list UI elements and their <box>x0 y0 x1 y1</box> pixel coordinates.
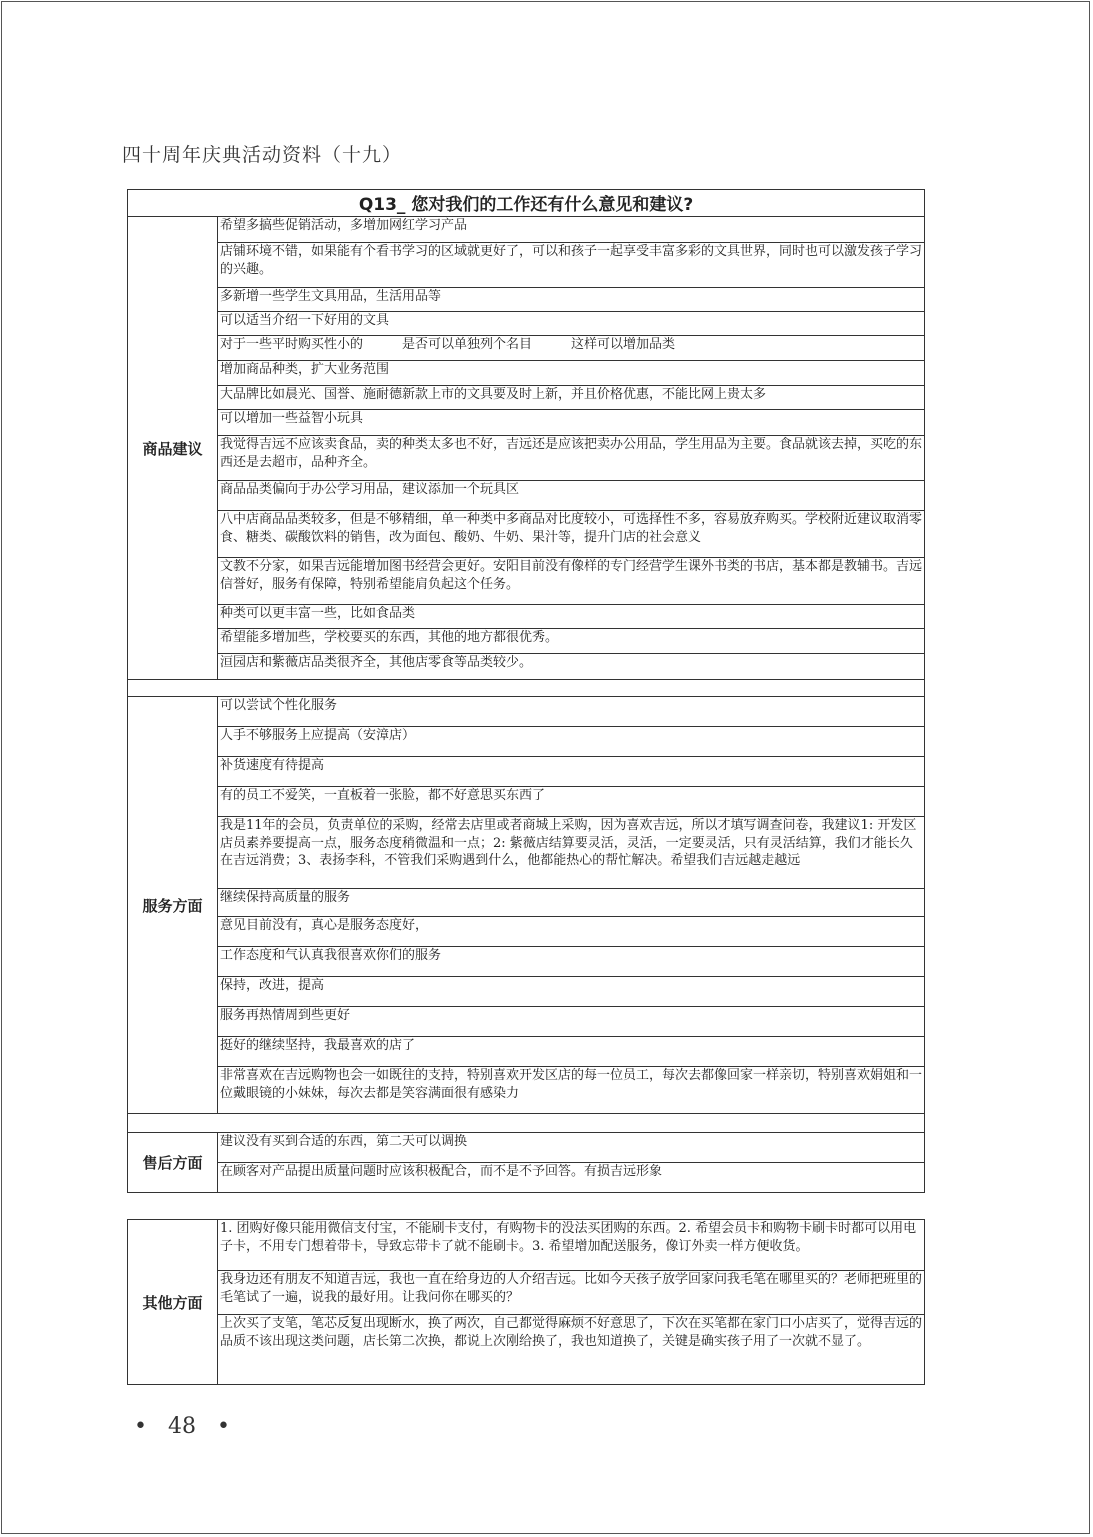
response-cell: 可以增加一些益智小玩具 <box>218 410 925 436</box>
table-row <box>128 977 925 1007</box>
table-row <box>128 361 925 386</box>
page-header: 四十周年庆典活动资料（十九） <box>122 144 403 166</box>
response-cell: 1. 团购好像只能用微信支付宝，不能刷卡支付，有购物卡的没法买团购的东西。2. 希望会员卡和购物卡刷卡时都可以用电子卡，不用专门想着带卡，导致忘带卡了就不能刷卡。3. 希望增加配送服务，像订外卖一样方便收货。 <box>218 1220 925 1271</box>
table-row <box>128 410 925 436</box>
table-row <box>128 336 925 361</box>
page-number: • 48 • <box>134 1414 230 1439</box>
table-row <box>128 1133 925 1163</box>
table-row <box>128 629 925 654</box>
response-cell: 上次买了支笔，笔芯反复出现断水，换了两次，自己都觉得麻烦不好意思了，下次在买笔都在家门口小店买了，觉得吉远的品质不该出现这类问题，店长第二次换，都说上次刚给换了，我也知道换了，关键是确实孩子用了一次就不显了。 <box>218 1315 925 1385</box>
response-cell: 文教不分家，如果吉远能增加图书经营会更好。安阳目前没有像样的专门经营学生课外书类的书店，基本都是教辅书。吉远信誉好，服务有保障，特别希望能肩负起这个任务。 <box>218 558 925 605</box>
table-row <box>128 1271 925 1315</box>
spacer-row <box>128 1114 925 1133</box>
table-row <box>128 917 925 947</box>
response-cell: 保持，改进，提高 <box>218 977 925 1007</box>
table-row <box>128 1067 925 1114</box>
table-row <box>128 217 925 243</box>
response-cell: 我觉得吉远不应该卖食品，卖的种类太多也不好，吉远还是应该把卖办公用品，学生用品为主要。食品就该去掉，买吃的东西还是去超市，品种齐全。 <box>218 436 925 481</box>
response-cell: 可以尝试个性化服务 <box>218 697 925 727</box>
category-aftersales-label: 售后方面 <box>128 1133 218 1193</box>
response-cell: 希望能多增加些，学校要买的东西，其他的地方都很优秀。 <box>218 629 925 654</box>
response-cell: 大品牌比如晨光、国誉、施耐德新款上市的文具要及时上新，并且价格优惠，不能比网上贵太多 <box>218 386 925 410</box>
spacer-cell <box>128 680 925 697</box>
table-row <box>128 757 925 787</box>
response-cell: 多新增一些学生文具用品，生活用品等 <box>218 288 925 312</box>
response-cell: 希望多搞些促销活动，多增加网红学习产品 <box>218 217 925 243</box>
table-row <box>128 697 925 727</box>
table-row <box>128 436 925 481</box>
response-cell: 补货速度有待提高 <box>218 757 925 787</box>
category-other-label: 其他方面 <box>128 1220 218 1385</box>
table-row <box>128 817 925 889</box>
response-cell: 对于一些平时购买性小的 是否可以单独列个名目 这样可以增加品类 <box>218 336 925 361</box>
table-row <box>128 1315 925 1385</box>
response-cell: 店铺环境不错，如果能有个看书学习的区域就更好了，可以和孩子一起享受丰富多彩的文具世界，同时也可以激发孩子学习的兴趣。 <box>218 243 925 288</box>
table-row <box>128 288 925 312</box>
table-row <box>128 481 925 511</box>
survey-table-main <box>127 189 925 1193</box>
response-cell: 有的员工不爱笑，一直板着一张脸，都不好意思买东西了 <box>218 787 925 817</box>
table-row <box>128 511 925 558</box>
response-cell: 人手不够服务上应提高（安漳店） <box>218 727 925 757</box>
response-cell: 八中店商品品类较多，但是不够精细，单一种类中多商品对比度较小，可选择性不多，容易放弃购买。学校附近建议取消零食、糖类、碳酸饮料的销售，改为面包、酸奶、牛奶、果汁等，提升门店的社会意义 <box>218 511 925 558</box>
response-cell: 种类可以更丰富一些，比如食品类 <box>218 605 925 629</box>
response-cell: 在顾客对产品提出质量问题时应该积极配合，而不是不予回答。有损吉远形象 <box>218 1163 925 1193</box>
response-cell: 洹园店和紫薇店品类很齐全，其他店零食等品类较少。 <box>218 654 925 680</box>
response-cell: 挺好的继续坚持，我最喜欢的店了 <box>218 1037 925 1067</box>
response-cell: 非常喜欢在吉远购物也会一如既往的支持，特别喜欢开发区店的每一位员工，每次去都像回家一样亲切，特别喜欢娟姐和一位戴眼镜的小妹妹，每次去都是笑容满面很有感染力 <box>218 1067 925 1114</box>
response-cell: 建议没有买到合适的东西，第二天可以调换 <box>218 1133 925 1163</box>
response-cell: 继续保持高质量的服务 <box>218 889 925 917</box>
spacer-cell <box>128 1114 925 1133</box>
response-cell: 意见目前没有，真心是服务态度好， <box>218 917 925 947</box>
response-cell: 我是11年的会员，负责单位的采购，经常去店里或者商城上采购，因为喜欢吉远，所以才填写调查问卷，我建议1: 开发区店员素养要提高一点，服务态度稍微温和一点；2: 紫薇店结算要灵活，灵活，一定要灵活，只有灵活结算，我们才能长久在吉远消费；3、表扬李科，不管我们采购遇到什么，他都能热心的帮忙解决。希望我们吉远越走越远 <box>218 817 925 889</box>
table-row <box>128 787 925 817</box>
spacer-row <box>128 680 925 697</box>
table-row <box>128 1037 925 1067</box>
table-row <box>128 605 925 629</box>
table-row <box>128 558 925 605</box>
response-cell: 我身边还有朋友不知道吉远，我也一直在给身边的人介绍吉远。比如今天孩子放学回家问我毛笔在哪里买的？老师把班里的毛笔试了一遍，说我的最好用。让我问你在哪买的？ <box>218 1271 925 1315</box>
table-row <box>128 727 925 757</box>
table-row <box>128 1163 925 1193</box>
table-row <box>128 312 925 336</box>
question-title: Q13_ 您对我们的工作还有什么意见和建议? <box>128 190 925 217</box>
table-row <box>128 947 925 977</box>
table-row <box>128 1220 925 1271</box>
table-row <box>128 889 925 917</box>
response-cell: 服务再热情周到些更好 <box>218 1007 925 1037</box>
table-row <box>128 1007 925 1037</box>
category-service-label: 服务方面 <box>128 697 218 1114</box>
survey-table-other <box>127 1219 925 1385</box>
response-cell: 增加商品种类，扩大业务范围 <box>218 361 925 386</box>
response-cell: 工作态度和气认真我很喜欢你们的服务 <box>218 947 925 977</box>
table-row <box>128 243 925 288</box>
category-goods-label: 商品建议 <box>128 217 218 680</box>
response-cell: 可以适当介绍一下好用的文具 <box>218 312 925 336</box>
table-row <box>128 654 925 680</box>
response-cell: 商品品类偏向于办公学习用品，建议添加一个玩具区 <box>218 481 925 511</box>
question-row <box>128 190 925 217</box>
table-row <box>128 386 925 410</box>
